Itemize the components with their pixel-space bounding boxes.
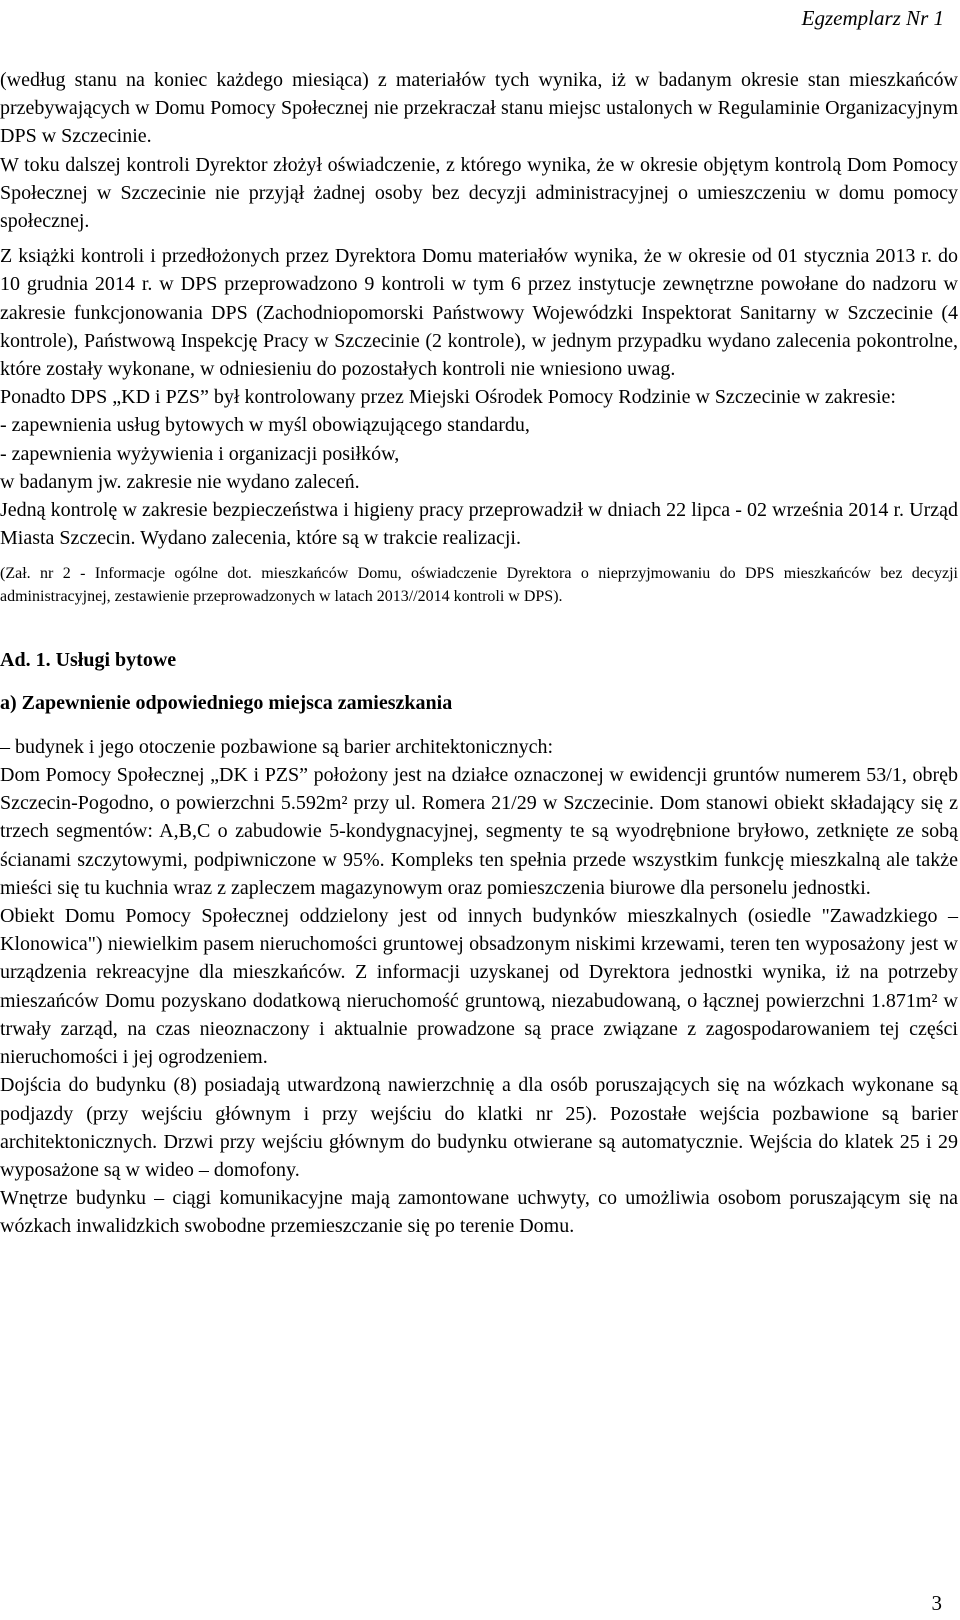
paragraph-9: – budynek i jego otoczenie pozbawione są barier architektonicznych:: [0, 735, 554, 758]
paragraph-1: (według stanu na koniec każdego miesiąca) z materiałów tych wynika, iż w badanym okresie stan mieszkańców przebywających w Domu Pomocy Społecznej nie przekraczał stanu miejsc ustalonych w Regulaminie Organizacyjnym DPS w Szczecinie.: [0, 69, 958, 148]
paragraph-3: Z książki kontroli i przedłożonych przez Dyrektora Domu materiałów wynika, że w okresie od 01 stycznia 2013 r. do 10 grudnia 2014 r. w DPS przeprowadzono 9 kontroli w tym 6 przez instytucje zewnętrzne powołane do nadzoru w zakresie funkcjonowania DPS (Zachodniopomorski Państwowy Wojewódzki Inspektorat Sanitarny w Szczecinie (4 kontrole), Państwową Inspekcję Pracy w Szczecinie (2 kontrole), w jednym przypadku wydano zalecenia pokontrolne, które zostały wykonane, w odniesieniu do pozostałych kontroli nie wniesiono uwag.: [0, 245, 958, 381]
paragraph-11: Obiekt Domu Pomocy Społecznej oddzielony jest od innych budynków mieszkalnych (osiedle "Zawadzkiego – Klonowica") niewielkim pasem nieruchomości gruntowej obsadzonym niskimi krzewami, teren ten wyposażony jest w urządzenia rekreacyjne dla mieszkańców. Z informacji uzyskanej od Dyrektora jednostki wynika, iż na potrzeby mieszańców Domu pozyskano dodatkową nieruchomość gruntową, niezabudowaną, o łącznej powierzchni 1.871m² w trwały zarząd, na czas nieoznaczony i aktualnie prowadzone są prace związane z zagospodarowaniem tej części nieruchomości i jej ogrodzeniem.: [0, 905, 958, 1069]
page-number: 3: [931, 1591, 942, 1615]
section-heading: Ad. 1. Usługi bytowe: [0, 649, 177, 672]
document-body: [0, 66, 958, 1241]
paragraph-10: Dom Pomocy Społecznej „DK i PZS” położony jest na działce oznaczonej w ewidencji gruntów numerem 53/1, obręb Szczecin-Pogodno, o powierzchni 5.592m² przy ul. Romera 21/29 w Szczecinie. Dom stanowi obiekt składający się z trzech segmentów: A,B,C o zabudowie 5-kondygnacyjnej, segmenty te są wyodrębnione bryłowo, zetknięte ze sobą ścianami szczytowymi, podpiwniczone w 95%. Kompleks ten spełnia przede wszystkim funkcję mieszkalną ale także mieści się tu kuchnia wraz z zapleczem magazynowym oraz pomieszczenia biurowe dla personelu jednostki.: [0, 764, 958, 899]
attachment-note: (Zał. nr 2 - Informacje ogólne dot. mieszkańców Domu, oświadczenie Dyrektora o nieprzyjmowaniu do DPS mieszkańców bez decyzji administracyjnej, zestawienie przeprowadzonych w latach 2013//2014 kontroli w DPS).: [0, 565, 958, 606]
paragraph-13: Wnętrze budynku – ciągi komunikacyjne mają zamontowane uchwyty, co umożliwia osobom poruszającym się na wózkach inwalidzkich swobodne przemieszczanie się po terenie Domu.: [0, 1187, 958, 1238]
subsection-heading: a) Zapewnienie odpowiedniego miejsca zamieszkania: [0, 691, 453, 714]
document-header: Egzemplarz Nr 1: [801, 6, 944, 30]
list-item-1: - zapewnienia usług bytowych w myśl obowiązującego standardu,: [0, 414, 530, 437]
paragraph-2: W toku dalszej kontroli Dyrektor złożył oświadczenie, z którego wynika, że w okresie objętym kontrolą Dom Pomocy Społecznej w Szczecinie nie przyjął żadnej osoby bez decyzji administracyjnej o umieszczeniu w domu pomocy społecznej.: [0, 153, 958, 233]
paragraph-7: w badanym jw. zakresie nie wydano zaleceń.: [0, 470, 360, 493]
list-item-2: - zapewnienia wyżywienia i organizacji posiłków,: [0, 442, 400, 465]
paragraph-4: Ponadto DPS „KD i PZS” był kontrolowany przez Miejski Ośrodek Pomocy Rodzinie w Szczecinie w zakresie:: [0, 386, 896, 409]
paragraph-8: Jedną kontrolę w zakresie bezpieczeństwa i higieny pracy przeprowadził w dniach 22 lipca - 02 września 2014 r. Urząd Miasta Szczecin. Wydano zalecenia, które są w trakcie realizacji.: [0, 499, 958, 550]
paragraph-12: Dojścia do budynku (8) posiadają utwardzoną nawierzchnię a dla osób poruszających się na wózkach wykonane są podjazdy (przy wejściu głównym i przy wejściu do klatki nr 25). Pozostałe wejścia pozbawione są barier architektonicznych. Drzwi przy wejściu głównym do budynku otwierane są automatycznie. Wejścia do klatek 25 i 29 wyposażone są w wideo – domofony.: [0, 1074, 958, 1181]
